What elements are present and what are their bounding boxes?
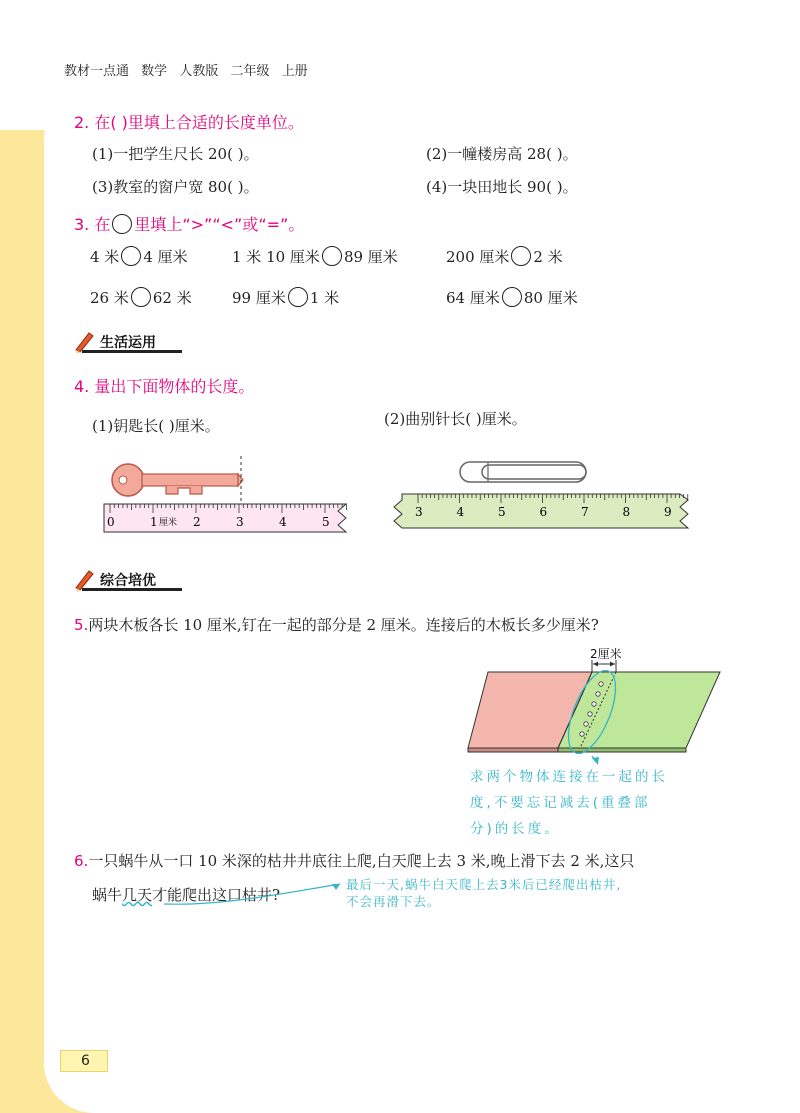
q4-title: 4. 量出下面物体的长度。 [74,377,255,396]
ruler-tick-label: 6 [539,505,548,519]
blank-circle[interactable] [131,287,151,307]
q5-hint-line-3: 分)的长度。 [470,821,561,837]
q3-item-3-right: 2 米 [533,248,563,266]
page-header [64,60,316,79]
header-book: 教材一点通 [64,64,130,79]
q3-item-2 [232,246,398,268]
q6-emphasis: 几天 [122,886,153,904]
ruler-1 [104,504,347,532]
ruler-tick-label: 9 [664,505,672,519]
q6-number: 6. [74,852,89,870]
q2-item-4: (4)一块田地长 90( )。 [426,178,578,196]
blank-circle[interactable] [288,287,308,307]
ruler-tick-label: 7 [581,505,589,519]
ruler-tick-label: 4 [279,515,287,529]
section-synthesis-header [72,568,192,594]
q3-title-post: 里填上“>”“<”或“=”。 [134,215,305,234]
key-ruler-figure [98,450,368,542]
q3-item-1-right: 4 厘米 [143,248,188,266]
q3-item-3-left: 200 厘米 [446,248,510,266]
ruler-tick-label: 5 [498,505,506,519]
q3-item-4 [90,287,192,309]
q5-hint-line-2: 度,不要忘记减去(重叠部 [470,795,651,811]
boards-figure [466,646,738,766]
overlap-label: 2厘米 [590,647,622,661]
page-number: 6 [60,1050,108,1072]
q5-hint-line-1: 求两个物体连接在一起的长 [470,769,668,785]
ruler-tick-label: 3 [236,515,244,529]
ruler-tick-label: 3 [415,505,423,519]
section-synthesis-title: 综合培优 [100,573,156,589]
blank-circle[interactable] [511,246,531,266]
ruler-2 [394,494,688,528]
q3-item-4-left: 26 米 [90,289,129,307]
blank-circle[interactable] [121,246,141,266]
q3-item-1-left: 4 米 [90,248,120,266]
q5-hint [470,764,668,842]
q3-item-2-right: 89 厘米 [343,248,398,266]
q6-line-2-post: 才能爬出这口枯井? [152,886,281,904]
key-icon [112,464,243,496]
q3-item-3 [446,246,563,268]
compare-circle-icon [112,214,132,234]
q3-item-4-right: 62 米 [152,289,192,307]
ruler-tick-label: 0 [107,515,115,529]
q5-text [74,614,599,635]
q2-title: 2. 在( )里填上合适的长度单位。 [74,113,304,132]
section-life-title: 生活运用 [100,335,156,351]
q3-item-6-right: 80 厘米 [523,289,578,307]
q2-item-1: (1)一把学生尺长 20( )。 [92,145,259,163]
q3-item-5-left: 99 厘米 [232,289,286,307]
q6-line-1-text: 一只蜗牛从一口 10 米深的枯井井底往上爬,白天爬上去 3 米,晚上滑下去 2 米,这只 [88,852,635,870]
q3-item-1 [90,246,188,268]
section-life-header [72,330,192,356]
q2-item-2: (2)一幢楼房高 28( )。 [426,145,578,163]
blank-circle[interactable] [502,287,522,307]
q4-sub-2: (2)曲别针长( )厘米。 [384,410,527,428]
header-volume: 上册 [281,64,308,79]
ruler-tick-label: 1 [150,515,158,529]
q3-title-pre: 3. 在 [74,215,111,234]
q6-hint-line-1: 最后一天,蜗牛白天爬上去3米后已经爬出枯井, [346,877,622,892]
ruler-tick-label: 5 [322,515,330,529]
q3-item-2-left: 1 米 10 厘米 [232,248,320,266]
ruler-tick-label: 2 [193,515,201,529]
q6-hint-arrow [160,878,350,908]
q6-line-1 [74,850,634,871]
q3-item-6 [446,287,578,309]
q6-hint [346,876,621,910]
ruler-tick-label: 4 [456,505,465,519]
paperclip-icon [460,462,586,482]
q3-title [74,212,304,236]
q6-line-2-pre: 蜗牛 [92,886,123,904]
q2-item-3: (3)教室的窗户宽 80( )。 [92,178,259,196]
blank-circle[interactable] [322,246,342,266]
q3-item-6-left: 64 厘米 [446,289,500,307]
q5-number: 5. [74,616,89,634]
q6-hint-line-2: 不会再滑下去。 [346,894,441,909]
q5-body: 两块木板各长 10 厘米,钉在一起的部分是 2 厘米。连接后的木板长多少厘米? [88,616,599,634]
header-subject: 数学 [141,64,168,79]
header-grade: 二年级 [230,64,270,79]
q3-item-5 [232,287,339,309]
ruler-unit-label: 厘米 [159,518,178,528]
clip-ruler-figure [388,456,708,536]
q4-sub-1: (1)钥匙长( )厘米。 [92,417,220,435]
q3-item-5-right: 1 米 [309,289,340,307]
ruler-tick-label: 8 [622,505,631,519]
header-edition: 人教版 [179,64,219,79]
